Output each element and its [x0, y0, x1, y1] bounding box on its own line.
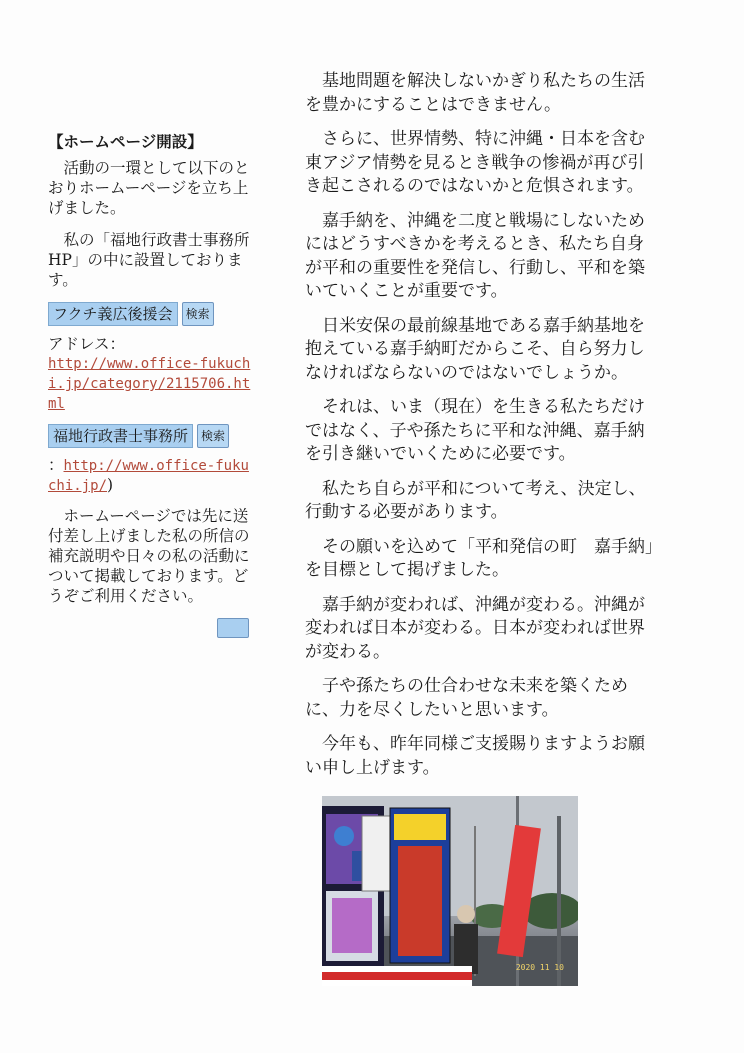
body-paragraph: 今年も、昨年同様ご支援賜りますようお願い申し上げます。: [305, 734, 645, 778]
body-paragraph: その願いを込めて「平和発信の町 嘉手納」を目標として掲げました。: [305, 536, 654, 580]
body-paragraph: 日米安保の最前線基地である嘉手納基地を抱えている嘉手納町だからこそ、自ら努力しなければならないのではないでしょうか。: [305, 315, 645, 383]
body-paragraph: さらに、世界情勢、特に沖縄・日本を含む東アジア情勢を見るとき戦争の惨禍が再び引き起こされるのではないかと危惧されます。: [305, 129, 645, 196]
blank-button[interactable]: [217, 618, 249, 638]
intro-paragraph: 活動の一環として以下のとおりホームーページを立ち上げました。: [48, 159, 250, 217]
photo-scene: [322, 796, 578, 986]
photo-date-stamp: 2020 11 10: [515, 963, 564, 972]
campaign-photo: [322, 796, 578, 986]
right-column: [305, 70, 660, 791]
search-box-koenkai: フクチ義広後援会: [48, 302, 178, 326]
body-paragraph: 子や孫たちの仕合わせな未来を築くために、力を尽くしたいと思います。: [305, 676, 628, 720]
body-paragraph: 嘉手納を、沖縄を二度と戦場にしないためにはどうすべきかを考えるとき、私たち自身が平和の重要性を発信し、行動し、平和を築いていくことが重要です。: [305, 210, 645, 301]
left-column: [48, 132, 253, 618]
body-paragraph: 基地問題を解決しないかぎり私たちの生活を豊かにすることはできません。: [305, 71, 645, 115]
search-example-2: [48, 424, 253, 448]
search-example-1: [48, 302, 253, 326]
search-box-office: 福地行政書士事務所: [48, 424, 193, 448]
office-link[interactable]: http://www.office-fukuchi.jp/: [48, 458, 249, 494]
office-link-block: [48, 456, 253, 496]
office-url-suffix: ): [107, 476, 114, 494]
homepage-usage-paragraph: ホームーページでは先に送付差し上げました私の所信の補充説明や日々の私の活動について掲載しております。どうぞご利用ください。: [48, 507, 250, 605]
body-paragraph: それは、いま（現在）を生きる私たちだけではなく、子や孫たちに平和な沖縄、嘉手納を引き継いでいくために必要です。: [305, 397, 645, 464]
homepage-heading: 【ホームページ開設】: [48, 132, 203, 151]
address-link[interactable]: http://www.office-fukuchi.jp/category/2115706.html: [48, 356, 251, 412]
body-paragraph: 嘉手納が変われば、沖縄が変わる。沖縄が変われば日本が変わる。日本が変われば世界が変わる。: [305, 594, 645, 662]
body-paragraph: 私たち自らが平和について考え、決定し、行動する必要があります。: [305, 478, 646, 522]
search-button[interactable]: 検索: [182, 302, 214, 326]
address-link-block: [48, 354, 253, 414]
search-button-2[interactable]: 検索: [197, 424, 229, 448]
location-paragraph: 私の「福地行政書士事務所HP」の中に設置しております。: [48, 231, 250, 289]
office-url-prefix: ：: [48, 456, 64, 474]
address-label: アドレス：: [48, 335, 126, 353]
